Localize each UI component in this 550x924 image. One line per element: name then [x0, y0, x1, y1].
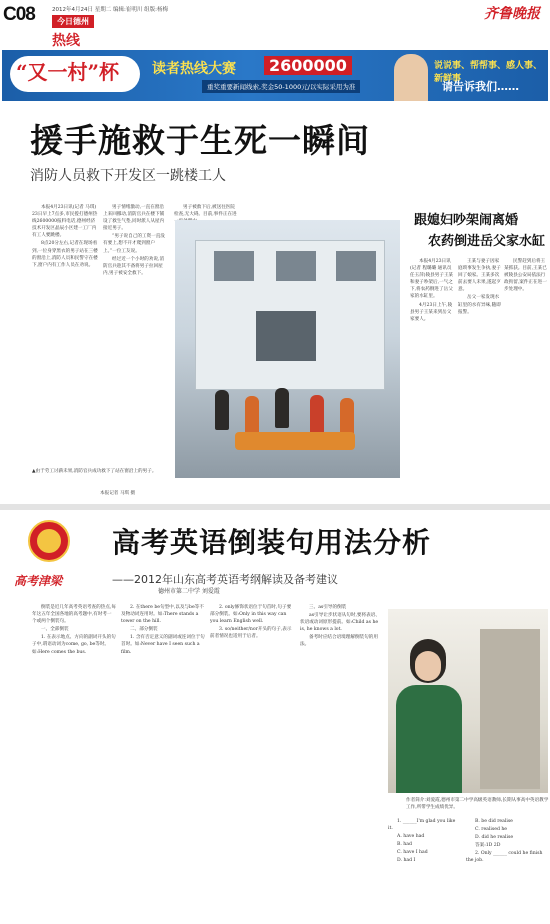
story3-column — [210, 604, 294, 641]
banner-operator-photo — [394, 54, 428, 101]
firefighter — [275, 388, 289, 428]
paragraph: 倒装是近几年高考英语考查的热点,每年这五年全国各地的高考题中,有时考一个或两个倒装句。 — [32, 605, 116, 625]
paragraph: 男子情绪激动,一直在窗沿上来回挪动,消防官兵在楼下铺设了救生气垫,同时派人从屋内接近男子。 — [103, 205, 165, 232]
paragraph: 岳父一家发现水缸里的水有异味,随即报警。 — [458, 295, 501, 315]
rescue-photo — [175, 220, 400, 478]
dateline: 2012年4月24日 星期二 编辑:崔明川 组版:杨梅 — [52, 7, 168, 13]
quiz-option: A. have had — [397, 834, 425, 840]
paragraph: 1. 在表示地点、方向的副词开头的句子中,谓语动词为come, go, be等时。如:Here comes the bus. — [32, 635, 116, 655]
background-doorway — [480, 629, 540, 789]
quiz-option: D. had I — [397, 858, 416, 864]
story3-subhead: ——2012年山东高考英语考纲解读及备考建议 — [112, 573, 338, 586]
paragraph: 经过近一个小时的劝说,消防官兵趁其不备将男子拉回屋内,男子被安全救下。 — [103, 256, 164, 276]
story3-column — [300, 604, 384, 650]
story3-column — [121, 604, 205, 657]
paragraph: 3. so/neither/nor开头的句子,表示前者情况也适用于后者。 — [210, 627, 292, 640]
paragraph: “男子说自己的工资一直没有要上,想不开才爬到窗户上。”一位工友说。 — [103, 234, 165, 254]
banner-phone-number: 2600000 — [264, 56, 352, 75]
story3-byline: 德州市第二中学 刘爱霞 — [158, 588, 220, 595]
author-body — [396, 685, 462, 793]
rescue-air-cushion — [235, 432, 355, 450]
paragraph: 2. only修饰状语位于句首时,句子要部分倒装。如:Only in this way can you learn English well. — [210, 605, 292, 625]
paragraph: 4月23日上午,陵县男子王某来到岳父家要人。 — [410, 302, 453, 322]
section-name: 热线 — [52, 33, 80, 49]
quiz-answer: 答案:1D 2D — [475, 843, 501, 849]
story2-headline-line2: 农药倒进岳父家水缸 — [428, 234, 546, 249]
quiz-question: 2. Only ______ could he finish the job. — [466, 851, 543, 864]
firefighter — [215, 390, 229, 430]
story2-column — [504, 258, 548, 294]
paragraph: 备考时应结合语境理解倒装句的用法。 — [300, 635, 378, 648]
quiz-question: 1. ______I'm glad you like it. — [388, 819, 456, 832]
story2-column — [458, 258, 502, 317]
window — [214, 251, 254, 281]
quiz-option: C. have I had — [397, 850, 428, 856]
story3-headline: 高考英语倒装句用法分析 — [112, 526, 432, 559]
author-portrait-photo — [388, 609, 548, 793]
page-number: C08 — [3, 4, 35, 25]
firefighter — [310, 395, 324, 435]
banner-call-to-action: 请告诉我们…… — [442, 80, 519, 93]
paragraph: 8点20分左右,记者在现场看到,一位身穿黑衣的男子站在三楼的窗沿上,消防人员和民警守在楼下,窗户内有工作人员在劝说。 — [32, 241, 98, 268]
school-emblem-center — [37, 529, 61, 553]
author-caption: 作者简介:刘爱霞,德州市第二中学高级英语教师,长期从事高中英语教学工作,所带学生成绩优异。 — [406, 798, 549, 810]
banner-categories: 说说事、帮帮事、感人事、新鲜事 — [434, 61, 543, 84]
paragraph: as引导让步状语从句时,要将表语、状语或动词原形提前。如:Child as he is, he knows a lot. — [300, 613, 380, 633]
section-divider — [0, 504, 550, 510]
section-tag: 今日德州 — [52, 15, 94, 28]
paragraph: 2. 在there be句型中,以及与be等不及物动词连用时。如:There stands a tower on the hill. — [121, 605, 204, 625]
author-face — [415, 651, 441, 681]
paragraph: 本报4月23日讯(记者 马琪) 23日早上7点多,市民拨打德州热线2600000报料电话,德州经济技术开发区晶辰小区建一工厂内有工人要跳楼。 — [32, 205, 98, 239]
banner-slogan: “又一村”杯 — [16, 60, 120, 84]
paragraph: 本报4月23日讯(记者 程璐璐 通讯员 任玉萍)陵县男子王某和妻子吵架后,一气之下,将农药倒进了岳父家的水缸里。 — [410, 259, 454, 300]
photo-caption: ▲由于劳工讨薪未果,消防官兵成功救下了站在窗沿上的男子。 — [32, 469, 157, 474]
paragraph: 1. 含有否定意义的副词或连词位于句首时。如:Never have I seen such a film. — [121, 635, 205, 655]
window — [336, 251, 376, 281]
story3-column — [32, 604, 116, 657]
quiz-option: C. realised he — [475, 827, 508, 833]
photo-byline: 本报记者 马琪 摄 — [100, 491, 136, 496]
quiz-column — [388, 818, 460, 866]
paragraph: 三、as引导的倒装 — [309, 605, 347, 610]
paragraph: 男子被救下后,被送往医院检查,无大碍。目前,事件正在进 — [174, 205, 237, 218]
story1-subhead: 消防人员救下开发区一跳楼工人 — [30, 168, 226, 184]
window — [276, 251, 316, 281]
quiz-option: B. had — [397, 842, 412, 848]
story2-headline: 跟媳妇吵架闹离婚 — [414, 213, 519, 228]
paragraph: 王某与妻子因家庭琐事发生争执,妻子回了娘家。王某多次前去要人未果,遂起歹意。 — [458, 259, 501, 293]
window — [256, 311, 316, 361]
story1-column — [32, 204, 98, 270]
masthead-logo: 齐鲁晚报 — [484, 6, 540, 22]
quiz-column — [466, 818, 548, 866]
banner-contest-title: 读者热线大赛 — [152, 61, 236, 77]
paragraph: 民警赶到后将王某抓获。目前,王某已被陵县公安局依法行政拘留,案件正在进一步处理中。 — [504, 259, 547, 293]
firefighter — [245, 396, 259, 436]
story1-headline: 援手施救于生死一瞬间 — [30, 121, 370, 160]
banner-reward-note: 重奖重要新闻线索,奖金50-1000元/以实际采用为准 — [202, 80, 360, 93]
quiz-option: D. did he realise — [475, 835, 514, 841]
building-wall — [195, 240, 385, 390]
paragraph: 一、全部倒装 — [41, 627, 69, 633]
column-label: 高考津梁 — [14, 574, 63, 588]
paragraph: 二、部分倒装 — [130, 627, 158, 633]
hotline-banner-ad — [2, 50, 548, 101]
quiz-option: B. be did realise — [475, 819, 513, 824]
story2-column — [410, 258, 454, 324]
story1-column — [103, 204, 168, 278]
